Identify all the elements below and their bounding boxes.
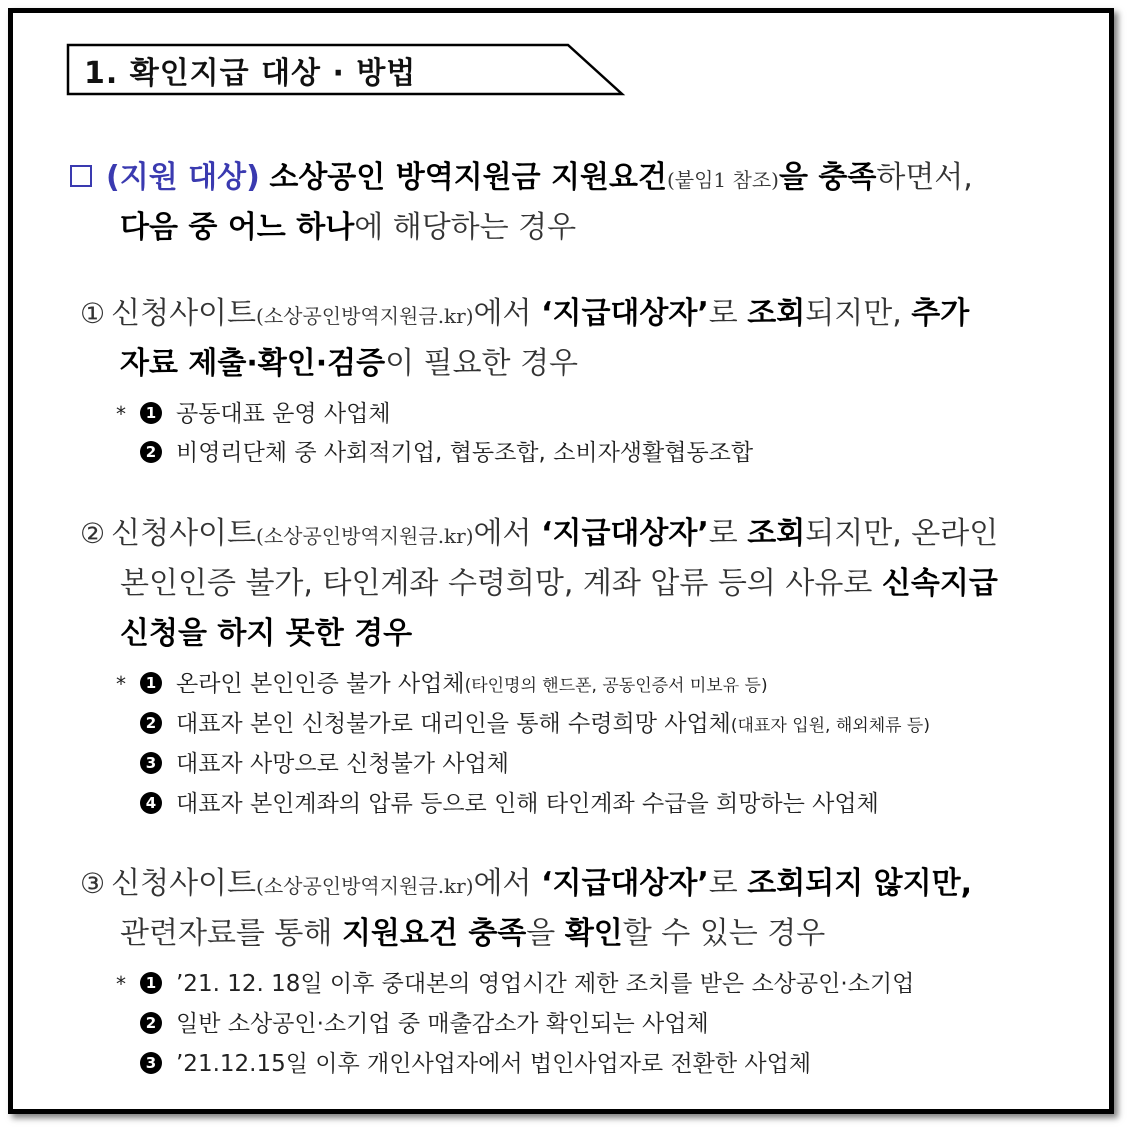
case1-num: ① (80, 297, 106, 330)
case3-req: 지원요건 충족 (341, 916, 527, 951)
case1-add: 추가 (911, 296, 970, 331)
case2-item-3 (140, 745, 509, 778)
number-2-icon: 2 (140, 441, 162, 463)
case3-via: 관련자료를 통해 (120, 916, 333, 951)
case2-lookup: 조회 (747, 516, 806, 551)
case3-item-3-text: ’21.12.15일 이후 개인사업자에서 법인사업자로 전환한 사업체 (176, 1051, 812, 1077)
case1-line-1 (80, 288, 969, 332)
target-while: 하면서, (876, 160, 973, 195)
number-1-icon: 1 (140, 402, 162, 424)
case2-item-1-text: 온라인 본인인증 불가 사업체 (176, 671, 465, 697)
number-1-icon: 1 (140, 972, 162, 994)
case3-item-2-text: 일반 소상공인·소기업 중 매출감소가 확인되는 사업체 (176, 1011, 709, 1037)
case2-item-2-text: 대표자 본인 신청불가로 대리인을 통해 수령희망 사업체 (176, 711, 731, 737)
target-any: 다음 중 어느 하나 (120, 210, 355, 245)
target-line-2 (120, 202, 576, 246)
star-mark: * (116, 972, 126, 996)
checkbox-icon (70, 165, 92, 187)
case3-line-1 (80, 858, 972, 902)
case1-need: 이 필요한 경우 (385, 346, 579, 381)
case1-item-2 (140, 434, 753, 467)
case2-line-1 (80, 508, 998, 552)
section-title: 1. 확인지급 대상 · 방법 (84, 56, 417, 91)
case2-item-3-text: 대표자 사망으로 신청불가 사업체 (176, 751, 509, 777)
number-3-icon: 3 (140, 1052, 162, 1074)
number-3-icon: 3 (140, 752, 162, 774)
case3-not-found: 조회되지 않지만, (747, 866, 972, 901)
case1-from: 에서 (473, 296, 532, 331)
case3-line-2 (120, 908, 825, 952)
case1-verify: 자료 제출·확인·검증 (120, 346, 386, 381)
number-1-icon: 1 (140, 672, 162, 694)
case2-from: 에서 (473, 516, 532, 551)
case1-line-2 (120, 338, 578, 382)
case2-item-2-note: (대표자 입원, 해외체류 등) (730, 716, 930, 736)
case2-site: 신청사이트 (111, 516, 257, 551)
case3-item-3 (140, 1045, 811, 1078)
target-label: (지원 대상) (106, 160, 260, 195)
case3-quote: ‘지급대상자’ (541, 866, 709, 901)
case3-can: 할 수 있는 경우 (622, 916, 826, 951)
target-meet: 을 충족 (778, 160, 877, 195)
case1-site-url: (소상공인방역지원금.kr) (256, 304, 474, 328)
case3-site: 신청사이트 (111, 866, 257, 901)
case2-fast: 신속지급 (881, 566, 998, 601)
case2-item-4-text: 대표자 본인계좌의 압류 등으로 인해 타인계좌 수급을 희망하는 사업체 (176, 791, 879, 817)
case2-rest: 되지만, 온라인 (805, 516, 999, 551)
case2-num: ② (80, 517, 106, 550)
case2-line-2 (120, 558, 998, 602)
case1-lookup: 조회 (747, 296, 806, 331)
number-2-icon: 2 (140, 1012, 162, 1034)
case2-not-applied: 신청을 하지 못한 경우 (120, 616, 413, 651)
number-2-icon: 2 (140, 712, 162, 734)
case2-reasons: 본인인증 불가, 타인계좌 수령희망, 계좌 압류 등의 사유로 (120, 566, 873, 601)
case3-num: ③ (80, 867, 106, 900)
case1-item-2-text: 비영리단체 중 사회적기업, 협동조합, 소비자생활협동조합 (176, 440, 754, 466)
case3-from: 에서 (473, 866, 532, 901)
case1-site: 신청사이트 (111, 296, 257, 331)
case3-item-1-text: ’21. 12. 18일 이후 중대본의 영업시간 제한 조치를 받은 소상공인·소기업 (176, 971, 915, 997)
star-mark: * (116, 402, 126, 426)
case1-quote: ‘지급대상자’ (541, 296, 709, 331)
case2-line-3 (120, 608, 412, 652)
target-ref: (붙임1 참조) (666, 168, 779, 192)
case3-item-2 (140, 1005, 709, 1038)
case2-quote: ‘지급대상자’ (541, 516, 709, 551)
case2-ro: 로 (708, 516, 738, 551)
target-line-1 (70, 152, 973, 196)
case3-item-1 (116, 965, 914, 998)
case3-eul: 을 (526, 916, 556, 951)
number-4-icon: 4 (140, 792, 162, 814)
case2-item-2 (140, 705, 930, 738)
target-case: 에 해당하는 경우 (354, 210, 577, 245)
case1-ro: 로 (708, 296, 738, 331)
case3-ro: 로 (708, 866, 738, 901)
star-mark: * (116, 672, 126, 696)
case3-confirm: 확인 (564, 916, 623, 951)
case3-site-url: (소상공인방역지원금.kr) (256, 874, 474, 898)
case2-item-1-note: (타인명의 핸드폰, 공동인증서 미보유 등) (464, 676, 768, 696)
case1-item-1 (116, 395, 391, 428)
case2-item-1 (116, 665, 768, 698)
case2-site-url: (소상공인방역지원금.kr) (256, 524, 474, 548)
case1-rest: 되지만, (805, 296, 902, 331)
case1-item-1-text: 공동대표 운영 사업체 (176, 401, 391, 427)
case2-item-4 (140, 785, 879, 818)
target-req: 소상공인 방역지원금 지원요건 (269, 160, 667, 195)
